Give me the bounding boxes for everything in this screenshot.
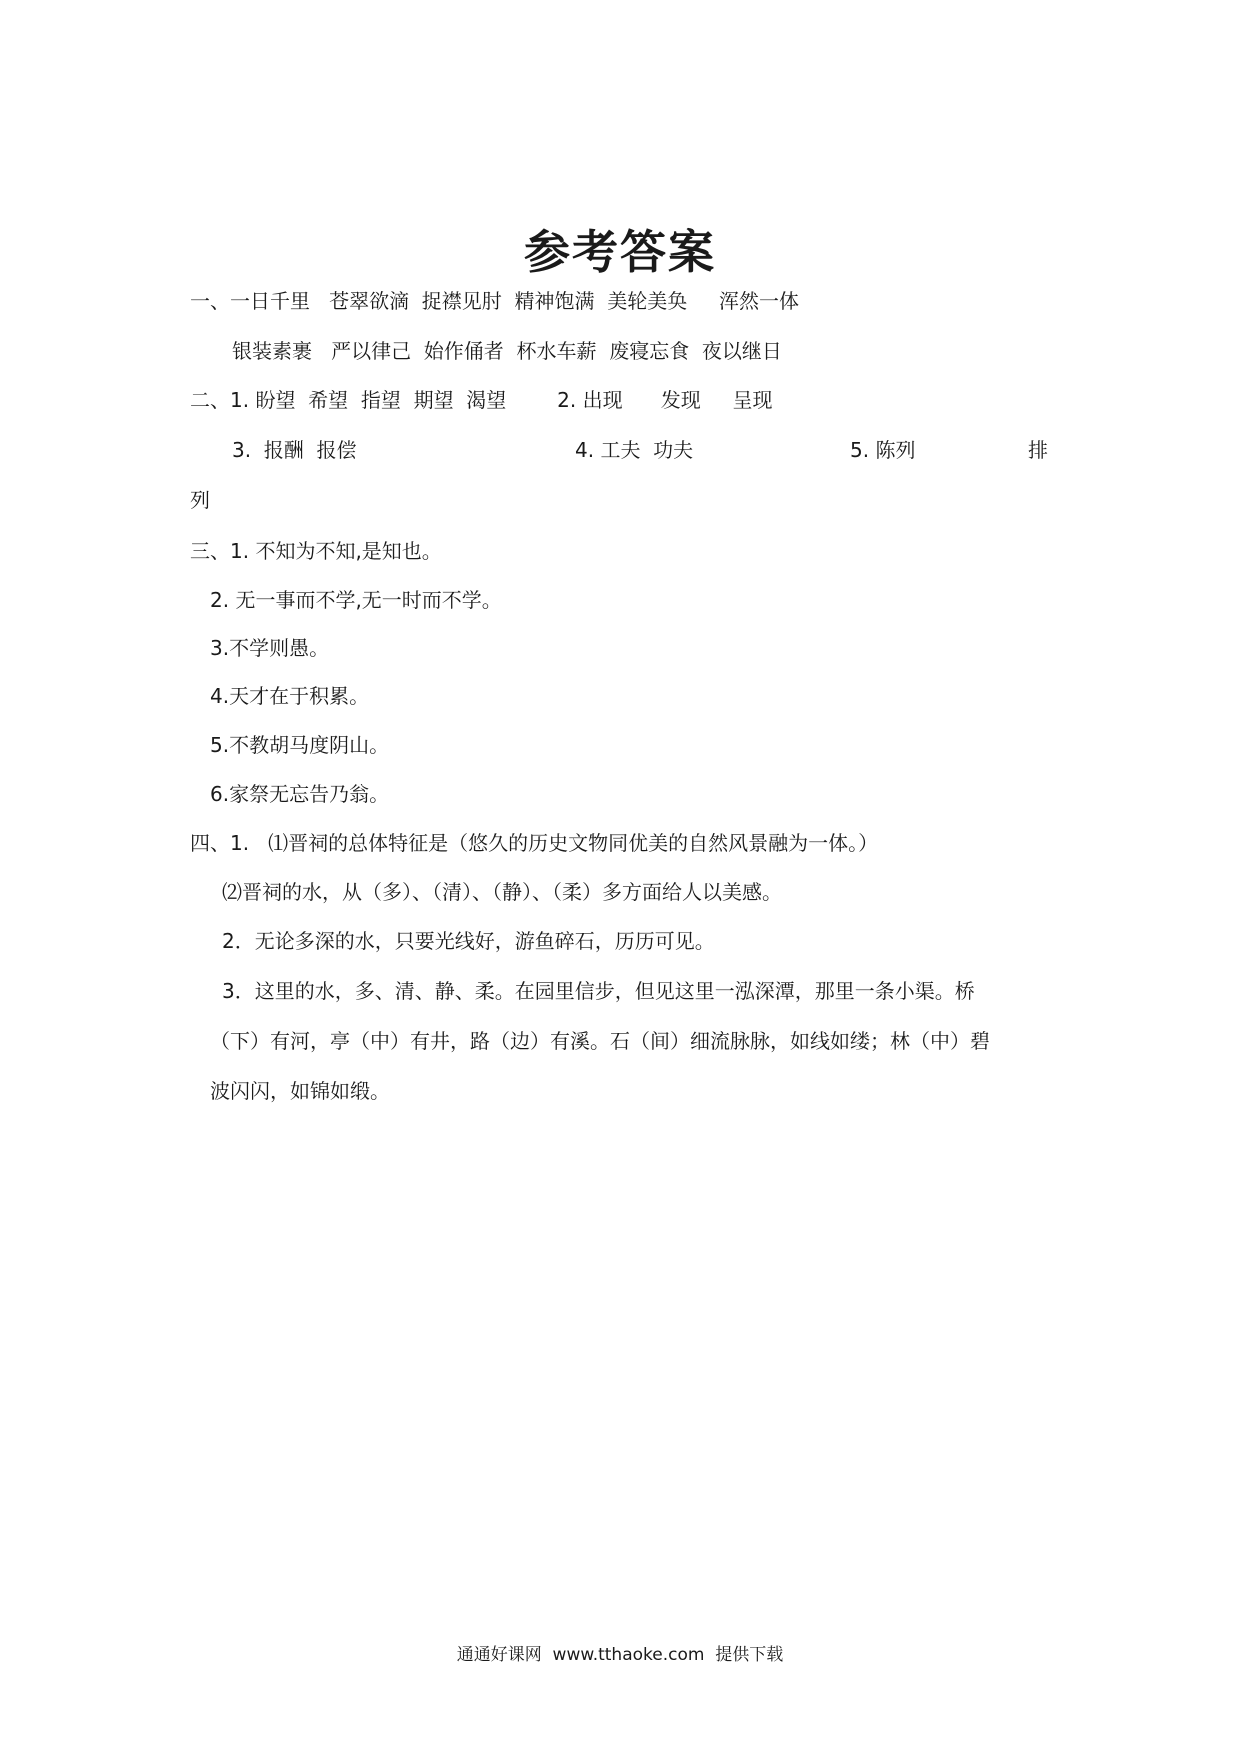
section4-line6: 波闪闪，如锦如缎。 xyxy=(210,1079,390,1103)
section3-line6: 6.家祭无忘告乃翁。 xyxy=(210,782,390,806)
section2-line1: 二、1. 盼望 希望 指望 期望 渴望 2. 出现 发现 呈现 xyxy=(190,388,773,412)
section4-line1: 四、1. ⑴晋祠的总体特征是（悠久的历史文物同优美的自然风景融为一体。） xyxy=(190,831,879,855)
section3-line4: 4.天才在于积累。 xyxy=(210,684,370,708)
section3-line3: 3.不学则愚。 xyxy=(210,636,330,660)
section3-line2: 2. 无一事而不学,无一时而不学。 xyxy=(210,588,502,612)
section1-line1: 一、一日千里 苍翠欲滴 捉襟见肘 精神饱满 美轮美奂 浑然一体 xyxy=(190,289,800,313)
section2-line2-c: 5. 陈列 xyxy=(850,438,916,462)
page-title: 参考答案 xyxy=(524,225,716,279)
section4-line4: 3．这里的水，多、清、静、柔。在园里信步，但见这里一泓深潭，那里一条小渠。桥 xyxy=(222,979,975,1003)
section2-line2-d: 排 xyxy=(1028,438,1048,462)
section2-line2-b: 4. 工夫 功夫 xyxy=(575,438,694,462)
section2-line2-a: 3. 报酬 报偿 xyxy=(232,438,357,462)
section1-line2: 银装素裹 严以律己 始作俑者 杯水车薪 废寝忘食 夜以继日 xyxy=(232,339,782,363)
section4-line2: ⑵晋祠的水，从（多）、（清）、（静）、（柔）多方面给人以美感。 xyxy=(222,880,782,904)
section4-line3: 2．无论多深的水，只要光线好，游鱼碎石，历历可见。 xyxy=(222,929,715,953)
section2-line3: 列 xyxy=(190,488,210,512)
section3-line5: 5.不教胡马度阴山。 xyxy=(210,733,390,757)
page-footer: 通通好课网 www.tthaoke.com 提供下载 xyxy=(456,1645,784,1665)
section3-line1: 三、1. 不知为不知,是知也。 xyxy=(190,539,442,563)
section4-line5: （下）有河，亭（中）有井，路（边）有溪。石（间）细流脉脉，如线如缕；林（中）碧 xyxy=(210,1029,990,1053)
